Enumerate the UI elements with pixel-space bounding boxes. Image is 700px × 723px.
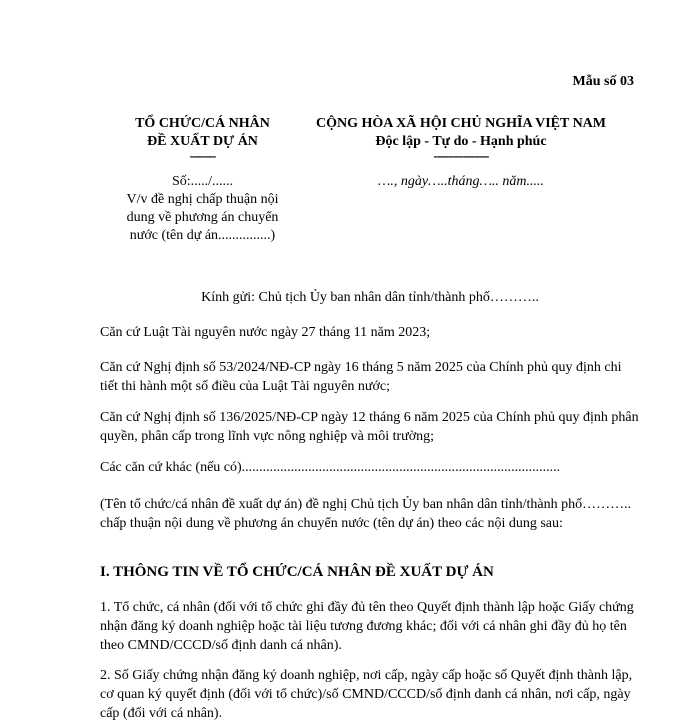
org-name-line2: ĐỀ XUẤT DỰ ÁN: [147, 134, 258, 149]
item-1: 1. Tổ chức, cá nhân (đối với tổ chức ghi đầy đủ tên theo Quyết định thành lập hoặc Giấy chứng nhận đăng ký doanh nghiệp hoặc tài liệu tương đương khác; đối với cá nhân ghi đầy đủ họ tên theo CMND/CCCD/số định danh cá nhân).: [100, 600, 634, 653]
basis-decree-53: Căn cứ Nghị định số 53/2024/NĐ-CP ngày 16 tháng 5 năm 2025 của Chính phủ quy định chi tiết thi hành một số điều của Luật Tài nguyên nước;: [100, 360, 622, 394]
right-separator: ---------------: [433, 149, 489, 164]
org-name-line1: TỔ CHỨC/CÁ NHÂN: [135, 116, 270, 131]
date-line: …., ngày…..tháng….. năm.....: [377, 174, 545, 189]
header-left: [110, 115, 295, 245]
nation-name: CỘNG HÒA XÃ HỘI CHỦ NGHĨA VIỆT NAM: [315, 116, 606, 131]
basis-decree-136: Căn cứ Nghị định số 136/2025/NĐ-CP ngày 12 tháng 6 năm 2025 của Chính phủ quy định phân quyền, phân cấp trong lĩnh vực nông nghiệp và môi trường;: [100, 410, 639, 444]
recipient-line: Kính gửi: Chủ tịch Ủy ban nhân dân tỉnh/thành phố………..: [201, 290, 539, 305]
header-right: [296, 115, 626, 191]
document-number: Số:...../......: [171, 174, 234, 189]
subject-line3: nước (tên dự án...............): [129, 228, 276, 243]
request-paragraph: (Tên tổ chức/cá nhân đề xuất dự án) đề nghị Chủ tịch Ủy ban nhân dân tỉnh/thành phố……….. chấp thuận nội dung về phương án chuyển nước (tên dự án) theo các nội dung sau:: [100, 497, 632, 531]
basis-law: Căn cứ Luật Tài nguyên nước ngày 27 tháng 11 năm 2023;: [100, 325, 431, 340]
form-number: Mẫu số 03: [572, 74, 634, 89]
left-separator: -------: [189, 149, 216, 164]
subject-line2: dung về phương án chuyển: [126, 210, 279, 225]
section-1-title: I. THÔNG TIN VỀ TỔ CHỨC/CÁ NHÂN ĐỀ XUẤT DỰ ÁN: [100, 564, 494, 580]
national-motto: Độc lập - Tự do - Hạnh phúc: [375, 134, 547, 149]
basis-other: Các căn cứ khác (nếu có)...........................................................................................: [100, 460, 561, 475]
subject-line1: V/v đề nghị chấp thuận nội: [126, 192, 279, 207]
item-2: 2. Số Giấy chứng nhận đăng ký doanh nghiệp, nơi cấp, ngày cấp hoặc số Quyết định thành lập, cơ quan ký quyết định (đối với tổ chức)/số CMND/CCCD/số định danh cá nhân, nơi cấp, ngày cấp (đối với cá nhân).: [100, 668, 633, 721]
